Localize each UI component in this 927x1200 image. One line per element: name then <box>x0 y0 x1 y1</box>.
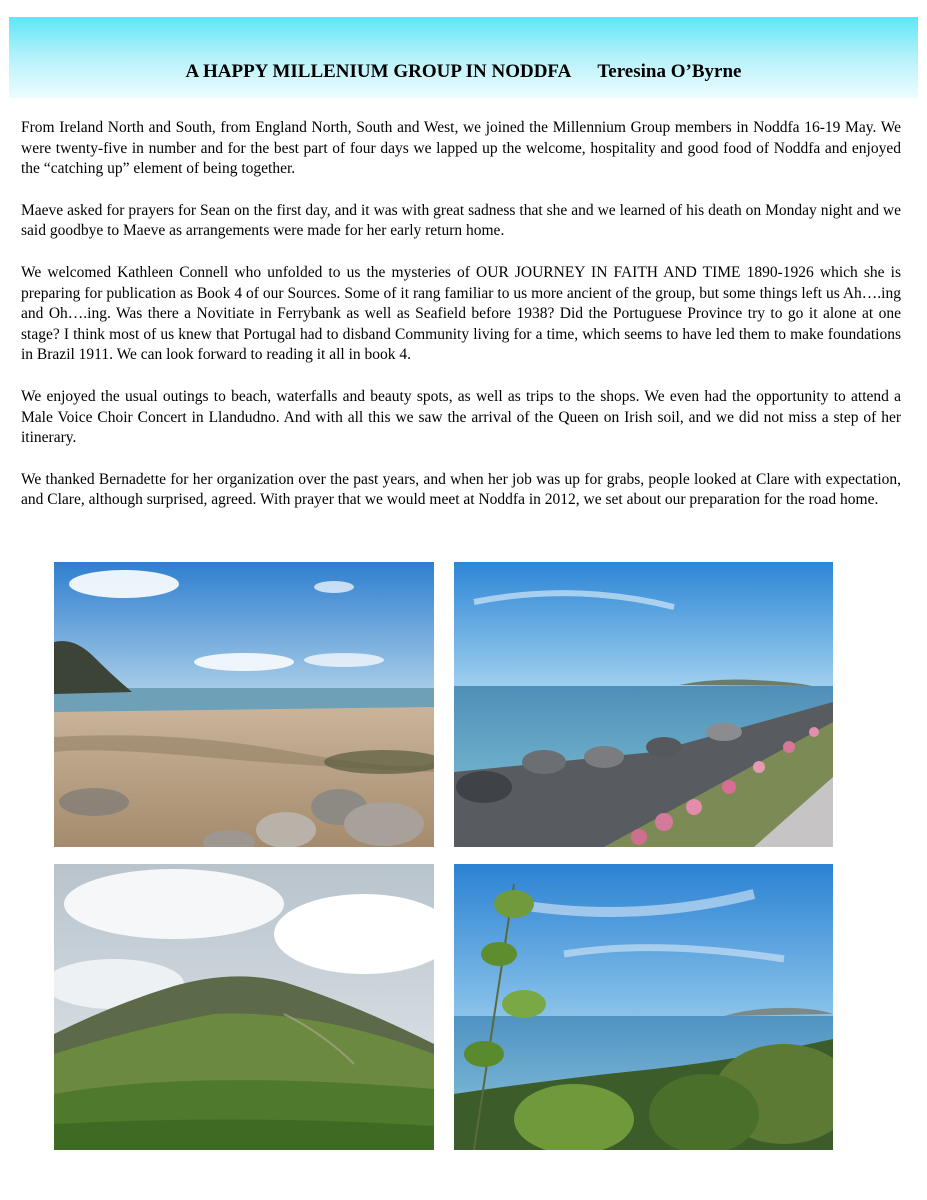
paragraph: We thanked Bernadette for her organization over the past years, and when her job was up for grabs, people looked at Clare with expectation, and Clare, although surprised, agreed. With prayer that we would meet at Noddfa in 2012, we set about our preparation for the road home. <box>21 470 901 509</box>
article-title: A HAPPY MILLENIUM GROUP IN NODDFA <box>185 61 572 82</box>
article-body <box>21 118 901 532</box>
page-title <box>9 61 918 83</box>
paragraph: We enjoyed the usual outings to beach, waterfalls and beauty spots, as well as trips to the shops. We even had the opportunity to attend a Male Voice Choir Concert in Llandudno. And with all this we saw the arrival of the Queen on Irish soil, and we did not miss a step of her itinerary. <box>21 387 901 447</box>
mountain-photo <box>54 864 434 1150</box>
paragraph: From Ireland North and South, from England North, South and West, we joined the Millennium Group members in Noddfa 16-19 May. We were twenty-five in number and for the best part of four days we lapped up the welcome, hospitality and good food of Noddfa and enjoyed the “catching up” element of being together. <box>21 119 901 178</box>
beach-headland-photo <box>54 562 434 847</box>
author-name: Teresina O’Byrne <box>597 61 742 82</box>
coast-foliage-photo <box>454 864 833 1150</box>
paragraph: Maeve asked for prayers for Sean on the first day, and it was with great sadness that she and we learned of his death on Monday night and we said goodbye to Maeve as arrangements were made for her early return home. <box>21 201 901 240</box>
title-banner <box>9 17 918 98</box>
paragraph: We welcomed Kathleen Connell who unfolded to us the mysteries of OUR JOURNEY IN FAITH AND TIME 1890-1926 which she is preparing for publication as Book 4 of our Sources. Some of it rang familiar to us more ancient of the group, but some things left us Ah….ing and Oh….ing. Was there a Novitiate in Ferrybank as well as Seafield before 1938? Did the Portuguese Province try to go it alone at one stage? I think most of us knew that Portugal had to disband Community living for a time, which seems to have led them to make foundations in Brazil 1911. We can look forward to reading it all in book 4. <box>21 263 901 364</box>
sea-wall-photo <box>454 562 833 847</box>
